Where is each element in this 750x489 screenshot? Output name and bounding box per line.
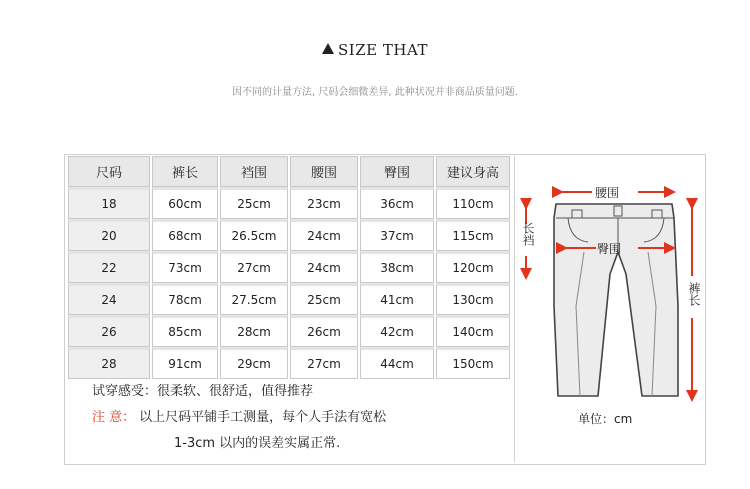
table-cell: 26.5cm	[220, 219, 288, 251]
header-title: SIZE THAT	[338, 40, 428, 59]
waist-label: 腰围	[595, 186, 620, 200]
table-cell: 68cm	[152, 219, 218, 251]
column-header: 臀围	[360, 156, 434, 187]
table-cell: 36cm	[360, 187, 434, 219]
header-title-group	[322, 41, 428, 59]
table-cell: 91cm	[152, 347, 218, 379]
table-cell: 20	[68, 219, 150, 251]
note-tolerance: 1-3cm 以内的误差实属正常.	[174, 436, 341, 451]
table-row	[68, 187, 510, 219]
table-row	[68, 251, 510, 283]
table-header-row	[68, 156, 510, 187]
table-cell: 41cm	[360, 283, 434, 315]
table-cell: 85cm	[152, 315, 218, 347]
table-cell: 27cm	[220, 251, 288, 283]
column-header: 建议身高	[436, 156, 510, 187]
note-fit-feeling: 试穿感受：很柔软、很舒适，值得推荐	[92, 384, 314, 399]
page-header	[0, 40, 750, 59]
table-cell: 24	[68, 283, 150, 315]
table-cell: 27.5cm	[220, 283, 288, 315]
table-cell: 26	[68, 315, 150, 347]
rise-label: 长裆	[521, 222, 535, 246]
table-cell: 26cm	[290, 315, 358, 347]
attention-label: 注 意：	[92, 410, 136, 425]
table-cell: 25cm	[290, 283, 358, 315]
notes-block	[92, 379, 386, 457]
table-cell: 140cm	[436, 315, 510, 347]
column-header: 腰围	[290, 156, 358, 187]
length-label: 裤长	[687, 282, 701, 306]
table-cell: 25cm	[220, 187, 288, 219]
table-cell: 37cm	[360, 219, 434, 251]
table-row	[68, 219, 510, 251]
hip-label: 臀围	[597, 242, 622, 256]
column-header: 裆围	[220, 156, 288, 187]
table-cell: 22	[68, 251, 150, 283]
table-cell: 78cm	[152, 283, 218, 315]
table-cell: 24cm	[290, 251, 358, 283]
table-cell: 150cm	[436, 347, 510, 379]
note-attention	[92, 405, 386, 431]
table-cell: 60cm	[152, 187, 218, 219]
table-cell: 24cm	[290, 219, 358, 251]
table-cell: 38cm	[360, 251, 434, 283]
header-subtitle: 因不同的计量方法, 尺码会细微差异, 此种状况并非商品质量问题.	[232, 87, 518, 98]
table-cell: 28cm	[220, 315, 288, 347]
column-header: 尺码	[68, 156, 150, 187]
table-cell: 42cm	[360, 315, 434, 347]
table-cell: 130cm	[436, 283, 510, 315]
attention-text: 以上尺码平铺手工测量，每个人手法有宽松	[139, 410, 387, 425]
table-cell: 115cm	[436, 219, 510, 251]
unit-label: 单位：cm	[578, 412, 633, 426]
table-cell: 18	[68, 187, 150, 219]
table-cell: 120cm	[436, 251, 510, 283]
table-cell: 44cm	[360, 347, 434, 379]
table-row	[68, 283, 510, 315]
table-cell: 73cm	[152, 251, 218, 283]
warning-triangle-icon	[322, 43, 334, 54]
table-cell: 23cm	[290, 187, 358, 219]
column-header: 裤长	[152, 156, 218, 187]
size-table	[66, 156, 512, 379]
table-row	[68, 347, 510, 379]
table-cell: 28	[68, 347, 150, 379]
table-cell: 110cm	[436, 187, 510, 219]
table-cell: 27cm	[290, 347, 358, 379]
table-row	[68, 315, 510, 347]
table-cell: 29cm	[220, 347, 288, 379]
